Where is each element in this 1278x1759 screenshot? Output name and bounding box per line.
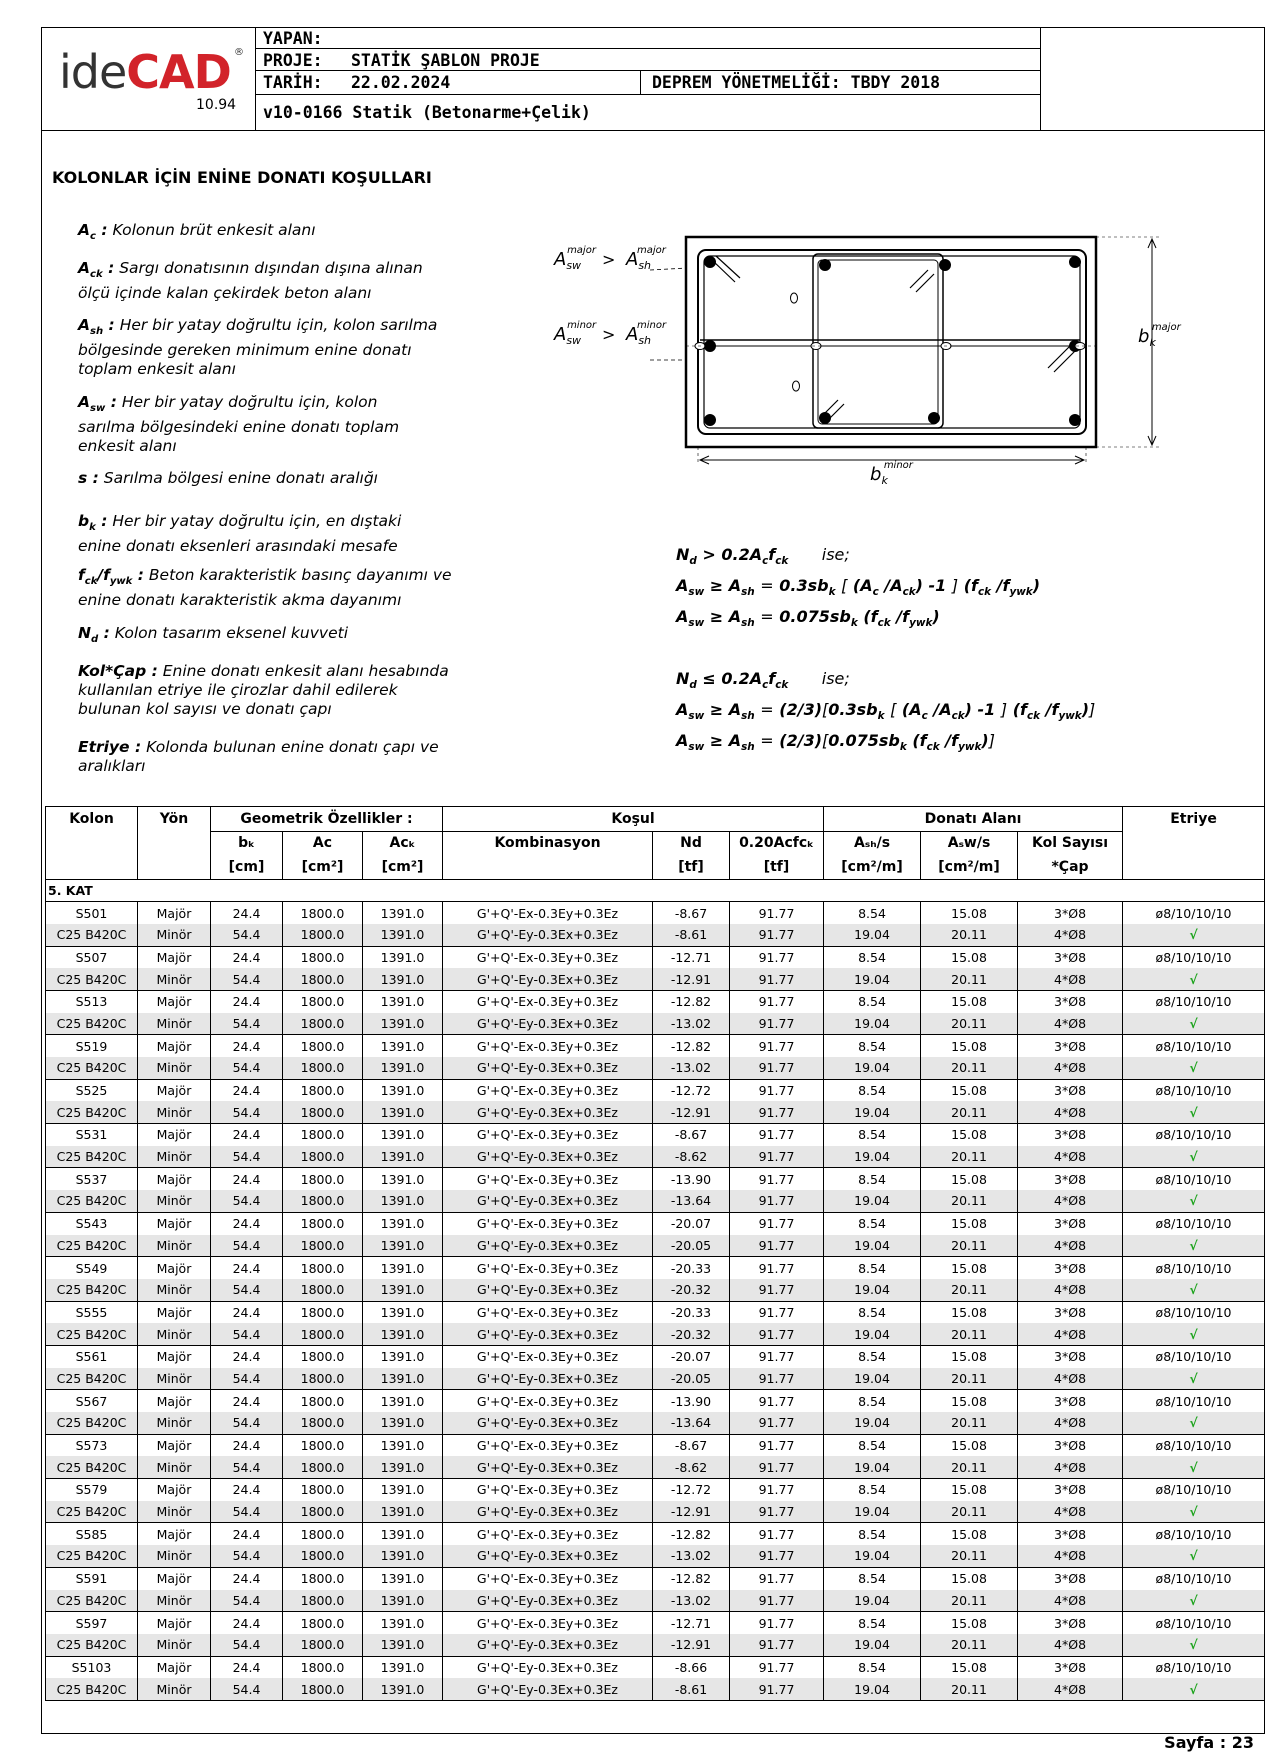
col-kolon: Kolon bbox=[46, 807, 138, 832]
col-yon: Yön bbox=[138, 807, 211, 832]
table-row: S525 Majör 24.4 1800.0 1391.0 G'+Q'-Ex-0.3Ey+0.3Ez -12.72 91.77 8.54 15.08 3*Ø8 ø8/10/10/10 bbox=[46, 1079, 1265, 1101]
table-row: C25 B420C Minör 54.4 1800.0 1391.0 G'+Q'-Ey-0.3Ex+0.3Ez -20.32 91.77 19.04 20.11 4*Ø8 √ bbox=[46, 1279, 1265, 1301]
col-geo: Geometrik Özellikler : bbox=[211, 807, 443, 832]
check-mark: √ bbox=[1123, 1146, 1265, 1168]
logo bbox=[41, 27, 256, 131]
table-row: S561 Majör 24.4 1800.0 1391.0 G'+Q'-Ex-0.3Ey+0.3Ez -20.07 91.77 8.54 15.08 3*Ø8 ø8/10/10/10 bbox=[46, 1345, 1265, 1367]
program-version: v10-0166 Statik (Betonarme+Çelik) bbox=[263, 103, 591, 122]
table-row: C25 B420C Minör 54.4 1800.0 1391.0 G'+Q'-Ey-0.3Ex+0.3Ez -13.02 91.77 19.04 20.11 4*Ø8 √ bbox=[46, 1545, 1265, 1567]
table-row: S573 Majör 24.4 1800.0 1391.0 G'+Q'-Ex-0.3Ey+0.3Ez -8.67 91.77 8.54 15.08 3*Ø8 ø8/10/10/10 bbox=[46, 1434, 1265, 1456]
table-row: C25 B420C Minör 54.4 1800.0 1391.0 G'+Q'-Ey-0.3Ex+0.3Ez -8.61 91.77 19.04 20.11 4*Ø8 √ bbox=[46, 1678, 1265, 1700]
page-number: Sayfa : 23 bbox=[1164, 1733, 1254, 1752]
svg-text:>: > bbox=[602, 325, 616, 344]
col-etriye: Etriye bbox=[1123, 807, 1265, 832]
table-row: S507 Majör 24.4 1800.0 1391.0 G'+Q'-Ex-0.3Ey+0.3Ez -12.71 91.77 8.54 15.08 3*Ø8 ø8/10/10/10 bbox=[46, 946, 1265, 968]
table-row: C25 B420C Minör 54.4 1800.0 1391.0 G'+Q'-Ey-0.3Ex+0.3Ez -8.62 91.77 19.04 20.11 4*Ø8 √ bbox=[46, 1456, 1265, 1478]
check-mark: √ bbox=[1123, 1323, 1265, 1345]
table-row: S513 Majör 24.4 1800.0 1391.0 G'+Q'-Ex-0.3Ey+0.3Ez -12.82 91.77 8.54 15.08 3*Ø8 ø8/10/10/10 bbox=[46, 990, 1265, 1012]
check-mark: √ bbox=[1123, 1368, 1265, 1390]
table-row: C25 B420C Minör 54.4 1800.0 1391.0 G'+Q'-Ey-0.3Ex+0.3Ez -20.05 91.77 19.04 20.11 4*Ø8 √ bbox=[46, 1368, 1265, 1390]
col-ack: Aᴄₖ bbox=[363, 831, 443, 855]
table-row: C25 B420C Minör 54.4 1800.0 1391.0 G'+Q'-Ey-0.3Ex+0.3Ez -20.32 91.77 19.04 20.11 4*Ø8 √ bbox=[46, 1323, 1265, 1345]
formula-condition-2: $N_d \le 0.2A_cf_{ck}$ ise; bbox=[676, 669, 850, 692]
def-ack: $A_{ck}$ : Sargı donatısının dışından dışına alınan ölçü içinde kalan çekirdek beton alanı bbox=[78, 259, 423, 303]
table-row: C25 B420C Minör 54.4 1800.0 1391.0 G'+Q'-Ey-0.3Ex+0.3Ez -12.91 91.77 19.04 20.11 4*Ø8 √ bbox=[46, 1634, 1265, 1656]
table-row: S5103 Majör 24.4 1800.0 1391.0 G'+Q'-Ey-0.3Ex+0.3Ez -8.66 91.77 8.54 15.08 3*Ø8 ø8/10/10/10 bbox=[46, 1656, 1265, 1678]
def-fck: $f_{ck}/f_{ywk}$ : Beton karakteristik basınç dayanımı ve enine donatı karakteristik akma dayanımı bbox=[78, 566, 452, 610]
tarih-label: TARİH: bbox=[263, 73, 323, 92]
check-mark: √ bbox=[1123, 968, 1265, 990]
table-row: C25 B420C Minör 54.4 1800.0 1391.0 G'+Q'-Ey-0.3Ex+0.3Ez -13.64 91.77 19.04 20.11 4*Ø8 √ bbox=[46, 1190, 1265, 1212]
table-row: S537 Majör 24.4 1800.0 1391.0 G'+Q'-Ex-0.3Ey+0.3Ez -13.90 91.77 8.54 15.08 3*Ø8 ø8/10/10/10 bbox=[46, 1168, 1265, 1190]
check-mark: √ bbox=[1123, 1190, 1265, 1212]
col-ash: Aₛₕ/s bbox=[824, 831, 921, 855]
formula-1b: $A_{sw} \ge A_{sh} = 0.075sb_k$ ($f_{ck}$ $/f_{ywk}$) bbox=[676, 607, 940, 630]
table-row: C25 B420C Minör 54.4 1800.0 1391.0 G'+Q'-Ey-0.3Ex+0.3Ez -12.91 91.77 19.04 20.11 4*Ø8 √ bbox=[46, 1501, 1265, 1523]
check-mark: √ bbox=[1123, 1456, 1265, 1478]
formula-condition-1: $N_d > 0.2A_cf_{ck}$ ise; bbox=[676, 545, 850, 568]
svg-text:>: > bbox=[602, 250, 616, 269]
svg-text:bkminor: $b_kminor$ bbox=[870, 460, 913, 487]
table-row: C25 B420C Minör 54.4 1800.0 1391.0 G'+Q'-Ey-0.3Ex+0.3Ez -13.02 91.77 19.04 20.11 4*Ø8 √ bbox=[46, 1057, 1265, 1079]
col-kol-sayisi: Kol Sayısı bbox=[1018, 831, 1123, 855]
check-mark: √ bbox=[1123, 1013, 1265, 1035]
svg-text:Aswminor: $A_{sw}minor$ bbox=[554, 320, 597, 347]
logo-registered: ® bbox=[234, 47, 244, 58]
def-ash: $A_{sh}$ : Her bir yatay doğrultu için, kolon sarılma bölgesinde gereken minimum enine donatı toplam enkesit alanı bbox=[78, 316, 438, 379]
check-mark: √ bbox=[1123, 1279, 1265, 1301]
check-mark: √ bbox=[1123, 1057, 1265, 1079]
kat-label: 5. KAT bbox=[46, 879, 1265, 902]
check-mark: √ bbox=[1123, 1101, 1265, 1123]
check-mark: √ bbox=[1123, 1412, 1265, 1434]
col-asw: Aₛw/s bbox=[921, 831, 1018, 855]
check-mark: √ bbox=[1123, 1678, 1265, 1700]
col-nd: Nd bbox=[653, 831, 730, 855]
table-row: S543 Majör 24.4 1800.0 1391.0 G'+Q'-Ex-0.3Ey+0.3Ez -20.07 91.77 8.54 15.08 3*Ø8 ø8/10/10/10 bbox=[46, 1212, 1265, 1234]
col-acfck: 0.20Aᴄfᴄₖ bbox=[730, 831, 824, 855]
def-s: s : Sarılma bölgesi enine donatı aralığı bbox=[78, 469, 378, 487]
col-kosul: Koşul bbox=[443, 807, 824, 832]
proje-value: STATİK ŞABLON PROJE bbox=[351, 51, 540, 70]
table-row: S531 Majör 24.4 1800.0 1391.0 G'+Q'-Ex-0.3Ey+0.3Ez -8.67 91.77 8.54 15.08 3*Ø8 ø8/10/10/10 bbox=[46, 1124, 1265, 1146]
check-mark: √ bbox=[1123, 1235, 1265, 1257]
table-row: S555 Majör 24.4 1800.0 1391.0 G'+Q'-Ex-0.3Ey+0.3Ez -20.33 91.77 8.54 15.08 3*Ø8 ø8/10/10/10 bbox=[46, 1301, 1265, 1323]
table-row: S519 Majör 24.4 1800.0 1391.0 G'+Q'-Ex-0.3Ey+0.3Ez -12.82 91.77 8.54 15.08 3*Ø8 ø8/10/10/10 bbox=[46, 1035, 1265, 1057]
col-kombinasyon: Kombinasyon bbox=[443, 831, 653, 855]
header-info bbox=[256, 27, 1041, 131]
table-row: C25 B420C Minör 54.4 1800.0 1391.0 G'+Q'-Ey-0.3Ex+0.3Ez -12.91 91.77 19.04 20.11 4*Ø8 √ bbox=[46, 968, 1265, 990]
svg-text:Ashminor: $A_{sh}minor$ bbox=[626, 320, 667, 347]
def-kolcap: Kol*Çap : Enine donatı enkesit alanı hesabında kullanılan etriye ile çirozlar dahil edilerek bulunan kol sayısı ve donatı çapı bbox=[78, 662, 449, 718]
check-mark: √ bbox=[1123, 1634, 1265, 1656]
yapan-label: YAPAN: bbox=[263, 29, 323, 48]
def-asw: $A_{sw}$ : Her bir yatay doğrultu için, kolon sarılma bölgesindeki enine donatı toplam enkesit alanı bbox=[78, 393, 400, 456]
table-row: S567 Majör 24.4 1800.0 1391.0 G'+Q'-Ex-0.3Ey+0.3Ez -13.90 91.77 8.54 15.08 3*Ø8 ø8/10/10/10 bbox=[46, 1390, 1265, 1412]
section-title: KOLONLAR İÇİN ENİNE DONATI KOŞULLARI bbox=[52, 168, 432, 187]
def-bk: $b_k$ : Her bir yatay doğrultu için, en dıştaki enine donatı eksenleri arasındaki mesafe bbox=[78, 512, 402, 556]
deprem-yonetmeligi: DEPREM YÖNETMELİĞİ: TBDY 2018 bbox=[652, 73, 941, 92]
table-row: S597 Majör 24.4 1800.0 1391.0 G'+Q'-Ex-0.3Ey+0.3Ez -12.71 91.77 8.54 15.08 3*Ø8 ø8/10/10/10 bbox=[46, 1612, 1265, 1634]
table-row: S585 Majör 24.4 1800.0 1391.0 G'+Q'-Ex-0.3Ey+0.3Ez -12.82 91.77 8.54 15.08 3*Ø8 ø8/10/10/10 bbox=[46, 1523, 1265, 1545]
formula-2b: $A_{sw} \ge A_{sh} = (2/3)[0.075sb_k$ ($f_{ck}$ $/f_{ywk}$)] bbox=[676, 731, 995, 754]
svg-text:Aswmajor: $A_{sw}major$ bbox=[554, 245, 596, 272]
svg-text:bkmajor: $b_kmajor$ bbox=[1138, 322, 1181, 349]
tarih-value: 22.02.2024 bbox=[351, 73, 451, 92]
formula-2a: $A_{sw} \ge A_{sh} = (2/3)[0.3sb_k$ [ ($A_c$ $/A_{ck}$) -1 ] ($f_{ck}$ $/f_{ywk}$)] bbox=[676, 700, 1096, 723]
check-mark: √ bbox=[1123, 924, 1265, 946]
table-row: C25 B420C Minör 54.4 1800.0 1391.0 G'+Q'-Ey-0.3Ex+0.3Ez -12.91 91.77 19.04 20.11 4*Ø8 √ bbox=[46, 1101, 1265, 1123]
column-transverse-reinforcement-table: Kolon Yön Geometrik Özellikler : Koşul Donatı Alanı Etriye bₖ Aᴄ Aᴄₖ Kombinasyon Nd 0.20Aᴄfᴄₖ Aₛₕ/s Aₛw/s Kol Sayısı [cm] [cm²] [cm²] [tf] [tf] [cm²/m] [cm²/m] *Çap 5. KAT S501 Majör 24.4 1800.0 1391.0 G'+Q'-Ex-0.3Ey+0.3Ez -8.67 91.77 8.54 15.08 3*Ø8 ø8/10/10/10 C25 B420C Minör 54.4 1800.0 1391.0 G'+Q'-Ey-0.3Ex+0.3Ez -8.61 91.77 19.04 20.11 4*Ø8 √ S507 Majör 24.4 1800.0 1391.0 G'+Q'-Ex-0.3Ey+0.3Ez -12.71 91.77 8.54 15.08 3*Ø8 ø8/10/10/10 C25 B420C Minör 54.4 1800.0 1391.0 G'+Q'-Ey-0.3Ex+0.3Ez -12.91 91.77 19.04 20.11 4*Ø8 √ S513 Majör 24.4 1800.0 1391.0 G'+Q'-Ex-0.3Ey+0.3Ez -12.82 91.77 8.54 15.08 3*Ø8 ø8/10/10/10 C25 B420C Minör 54.4 1800.0 1391.0 G'+Q'-Ey-0.3Ex+0.3Ez -13.02 91.77 19.04 20.11 4*Ø8 √ S519 Majör 24.4 1800.0 1391.0 G'+Q'-Ex-0.3Ey+0.3Ez -12.82 91.77 8.54 15.08 3*Ø8 ø8/10/10/10 C25 B420C Minör 54.4 1800.0 1391.0 G'+Q'-Ey-0.3Ex+0.3Ez -13.02 91.77 19.04 20.11 4*Ø8 √ S525 Majör 24.4 1800.0 1391.0 G'+Q'-Ex-0.3Ey+0.3Ez -12.72 91.77 8.54 15.08 3*Ø8 ø8/10/10/10 C25 B420C Minör 54.4 1800.0 1391.0 G'+Q'-Ey-0.3Ex+0.3Ez -12.91 91.77 19.04 20.11 4*Ø8 √ S531 Majör 24.4 1800.0 1391.0 G'+Q'-Ex-0.3Ey+0.3Ez -8.67 91.77 8.54 15.08 3*Ø8 ø8/10/10/10 C25 B420C Minör 54.4 1800.0 1391.0 G'+Q'-Ey-0.3Ex+0.3Ez -8.62 91.77 19.04 20.11 4*Ø8 √ S537 Majör 24.4 1800.0 1391.0 G'+Q'-Ex-0.3Ey+0.3Ez -13.90 91.77 8.54 15.08 3*Ø8 ø8/10/10/10 C25 B420C Minör 54.4 1800.0 1391.0 G'+Q'-Ey-0.3Ex+0.3Ez -13.64 91.77 19.04 20.11 4*Ø8 √ S543 Majör 24.4 1800.0 1391.0 G'+Q'-Ex-0.3Ey+0.3Ez -20.07 91.77 8.54 15.08 3*Ø8 ø8/10/10/10 C25 B420C Minör 54.4 1800.0 1391.0 G'+Q'-Ey-0.3Ex+0.3Ez -20.05 91.77 19.04 20.11 4*Ø8 √ S549 Majör 24.4 1800.0 1391.0 G'+Q'-Ex-0.3Ey+0.3Ez -20.33 91.77 8.54 15.08 3*Ø8 ø8/10/10/10 C25 B420C Minör 54.4 1800.0 1391.0 G'+Q'-Ey-0.3Ex+0.3Ez -20.32 91.77 19.04 20.11 4*Ø8 √ S555 Majör 24.4 1800.0 1391.0 G'+Q'-Ex-0.3Ey+0.3Ez -20.33 91.77 8.54 15.08 3*Ø8 ø8/10/10/10 C25 B420C Minör 54.4 1800.0 1391.0 G'+Q'-Ey-0.3Ex+0.3Ez -20.32 91.77 19.04 20.11 4*Ø8 √ S561 Majör 24.4 1800.0 1391.0 G'+Q'-Ex-0.3Ey+0.3Ez -20.07 91.77 8.54 15.08 3*Ø8 ø8/10/10/10 C25 B420C Minör 54.4 1800.0 1391.0 G'+Q'-Ey-0.3Ex+0.3Ez -20.05 91.77 19.04 20.11 4*Ø8 √ S567 Majör 24.4 1800.0 1391.0 G'+Q'-Ex-0.3Ey+0.3Ez -13.90 91.77 8.54 15.08 3*Ø8 ø8/10/10/10 C25 B420C Minör 54.4 1800.0 1391.0 G'+Q'-Ey-0.3Ex+0.3Ez -13.64 91.77 19.04 20.11 4*Ø8 √ S573 Majör 24.4 1800.0 1391.0 G'+Q'-Ex-0.3Ey+0.3Ez -8.67 91.77 8.54 15.08 3*Ø8 ø8/10/10/10 C25 B420C Minör 54.4 1800.0 1391.0 G'+Q'-Ey-0.3Ex+0.3Ez -8.62 91.77 19.04 20.11 4*Ø8 √ S579 Majör 24.4 1800.0 1391.0 G'+Q'-Ex-0.3Ey+0.3Ez -12.72 91.77 8.54 15.08 3*Ø8 ø8/10/10/10 C25 B420C Minör 54.4 1800.0 1391.0 G'+Q'-Ey-0.3Ex+0.3Ez -12.91 91.77 19.04 20.11 4*Ø8 √ S585 Majör 24.4 1800.0 1391.0 G'+Q'-Ex-0.3Ey+0.3Ez -12.82 91.77 8.54 15.08 3*Ø8 ø8/10/10/10 C25 B420C Minör 54.4 1800.0 1391.0 G'+Q'-Ey-0.3Ex+0.3Ez -13.02 91.77 19.04 20.11 4*Ø8 √ S591 Majör 24.4 1800.0 1391.0 G'+Q'-Ex-0.3Ey+0.3Ez -12.82 91.77 8.54 15.08 3*Ø8 ø8/10/10/10 C25 B420C Minör 54.4 1800.0 1391.0 G'+Q'-Ey-0.3Ex+0.3Ez -13.02 91.77 19.04 20.11 4*Ø8 √ S597 Majör 24.4 1800.0 1391.0 G'+Q'-Ex-0.3Ey+0.3Ez -12.71 91.77 8.54 15.08 3*Ø8 ø8/10/10/10 C25 B420C Minör 54.4 1800.0 1391.0 G'+Q'-Ey-0.3Ex+0.3Ez -12.91 91.77 19.04 20.11 4*Ø8 √ S5103 Majör 24.4 1800.0 1391.0 G'+Q'-Ey-0.3Ex+0.3Ez -8.66 91.77 8.54 15.08 3*Ø8 ø8/10/10/10 C25 B420C Minör 54.4 1800.0 1391.0 G'+Q'-Ey-0.3Ex+0.3Ez -8.61 91.77 19.04 20.11 4*Ø8 √ bbox=[45, 806, 1265, 1701]
col-donati: Donatı Alanı bbox=[824, 807, 1123, 832]
check-mark: √ bbox=[1123, 1501, 1265, 1523]
logo-cad: CAD bbox=[126, 45, 231, 99]
table-row: C25 B420C Minör 54.4 1800.0 1391.0 G'+Q'-Ey-0.3Ex+0.3Ez -8.61 91.77 19.04 20.11 4*Ø8 √ bbox=[46, 924, 1265, 946]
column-section-diagram bbox=[550, 230, 1200, 500]
check-mark: √ bbox=[1123, 1590, 1265, 1612]
table-row: C25 B420C Minör 54.4 1800.0 1391.0 G'+Q'-Ey-0.3Ex+0.3Ez -20.05 91.77 19.04 20.11 4*Ø8 √ bbox=[46, 1235, 1265, 1257]
table-row: S549 Majör 24.4 1800.0 1391.0 G'+Q'-Ex-0.3Ey+0.3Ez -20.33 91.77 8.54 15.08 3*Ø8 ø8/10/10/10 bbox=[46, 1257, 1265, 1279]
col-ac: Aᴄ bbox=[283, 831, 363, 855]
report-header bbox=[41, 27, 1265, 131]
table-row: S579 Majör 24.4 1800.0 1391.0 G'+Q'-Ex-0.3Ey+0.3Ez -12.72 91.77 8.54 15.08 3*Ø8 ø8/10/10/10 bbox=[46, 1479, 1265, 1501]
col-bk: bₖ bbox=[211, 831, 283, 855]
formula-1a: $A_{sw} \ge A_{sh} = 0.3sb_k$ [ ($A_c$ $/A_{ck}$) -1 ] ($f_{ck}$ $/f_{ywk}$) bbox=[676, 576, 1041, 599]
logo-ide: ide bbox=[59, 45, 127, 99]
check-mark: √ bbox=[1123, 1545, 1265, 1567]
table-row: C25 B420C Minör 54.4 1800.0 1391.0 G'+Q'-Ey-0.3Ex+0.3Ez -13.64 91.77 19.04 20.11 4*Ø8 √ bbox=[46, 1412, 1265, 1434]
def-nd: $N_d$ : Kolon tasarım eksenel kuvveti bbox=[78, 624, 348, 646]
software-version: 10.94 bbox=[196, 97, 237, 113]
table-row: C25 B420C Minör 54.4 1800.0 1391.0 G'+Q'-Ey-0.3Ex+0.3Ez -13.02 91.77 19.04 20.11 4*Ø8 √ bbox=[46, 1013, 1265, 1035]
table-row: C25 B420C Minör 54.4 1800.0 1391.0 G'+Q'-Ey-0.3Ex+0.3Ez -13.02 91.77 19.04 20.11 4*Ø8 √ bbox=[46, 1590, 1265, 1612]
svg-text:Ashmajor: $A_{sh}major$ bbox=[626, 245, 666, 272]
header-side-box bbox=[1041, 27, 1265, 131]
table-row: C25 B420C Minör 54.4 1800.0 1391.0 G'+Q'-Ey-0.3Ex+0.3Ez -8.62 91.77 19.04 20.11 4*Ø8 √ bbox=[46, 1146, 1265, 1168]
def-etriye: Etriye : Kolonda bulunan enine donatı çapı ve aralıkları bbox=[78, 738, 439, 775]
proje-label: PROJE: bbox=[263, 51, 323, 70]
table-row: S501 Majör 24.4 1800.0 1391.0 G'+Q'-Ex-0.3Ey+0.3Ez -8.67 91.77 8.54 15.08 3*Ø8 ø8/10/10/10 bbox=[46, 902, 1265, 924]
table-row: S591 Majör 24.4 1800.0 1391.0 G'+Q'-Ex-0.3Ey+0.3Ez -12.82 91.77 8.54 15.08 3*Ø8 ø8/10/10/10 bbox=[46, 1567, 1265, 1589]
def-ac: $A_c$ : Kolonun brüt enkesit alanı bbox=[78, 221, 316, 243]
